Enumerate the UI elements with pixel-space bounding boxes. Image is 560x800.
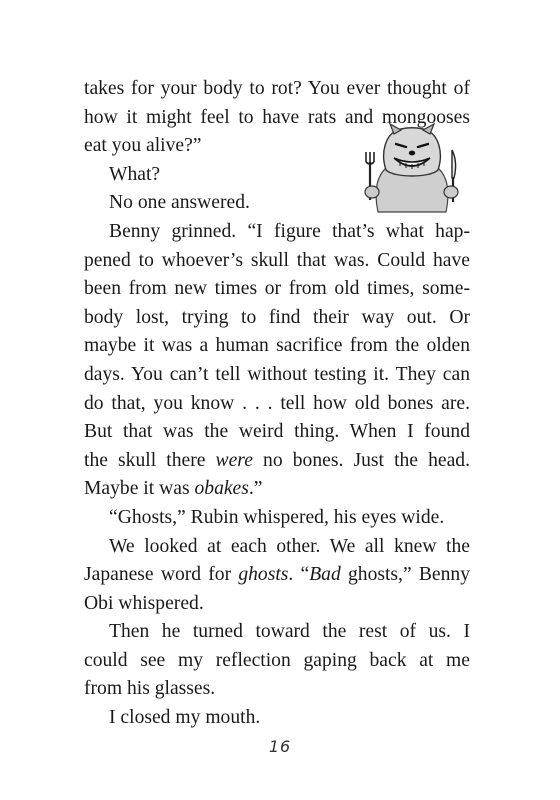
text-line: days. You can’t tell without testing it. They can xyxy=(84,363,470,385)
text-line: Then he turned toward the rest of us. I xyxy=(109,621,470,643)
text-line: could see my reflection gaping back at me xyxy=(84,649,470,671)
text-line: Maybe it was obakes.” xyxy=(84,478,263,500)
text-line: Obi whispered. xyxy=(84,592,204,614)
text-line: maybe it was a human sacrifice from the olden xyxy=(84,335,470,357)
text-line: pened to whoever’s skull that was. Could have xyxy=(84,249,470,271)
text-line: from his glasses. xyxy=(84,678,216,700)
page-number: 16 xyxy=(268,737,292,756)
text-line: eat you alive?” xyxy=(84,135,202,157)
text-line: been from new times or from old times, some- xyxy=(84,278,470,300)
text-line: Benny grinned. “I figure that’s what hap- xyxy=(109,220,470,242)
text-line: “Ghosts,” Rubin whispered, his eyes wide. xyxy=(109,506,445,528)
text-line: body lost, trying to find their way out. Or xyxy=(84,306,470,328)
text-line: the skull there were no bones. Just the head. xyxy=(84,449,470,471)
mongoose-illustration xyxy=(356,122,468,214)
text-line: how it might feel to have rats and mongooses xyxy=(84,106,470,128)
text-line: takes for your body to rot? You ever thought of xyxy=(84,78,470,99)
text-line: But that was the weird thing. When I found xyxy=(84,421,470,443)
text-line: No one answered. xyxy=(109,192,250,214)
text-line: We looked at each other. We all knew the xyxy=(109,535,470,557)
text-line: What? xyxy=(109,163,161,185)
text-line: do that, you know . . . tell how old bones are. xyxy=(84,392,470,414)
text-line: Japanese word for ghosts. “Bad ghosts,” Benny xyxy=(84,564,470,586)
text-line: I closed my mouth. xyxy=(109,707,261,729)
